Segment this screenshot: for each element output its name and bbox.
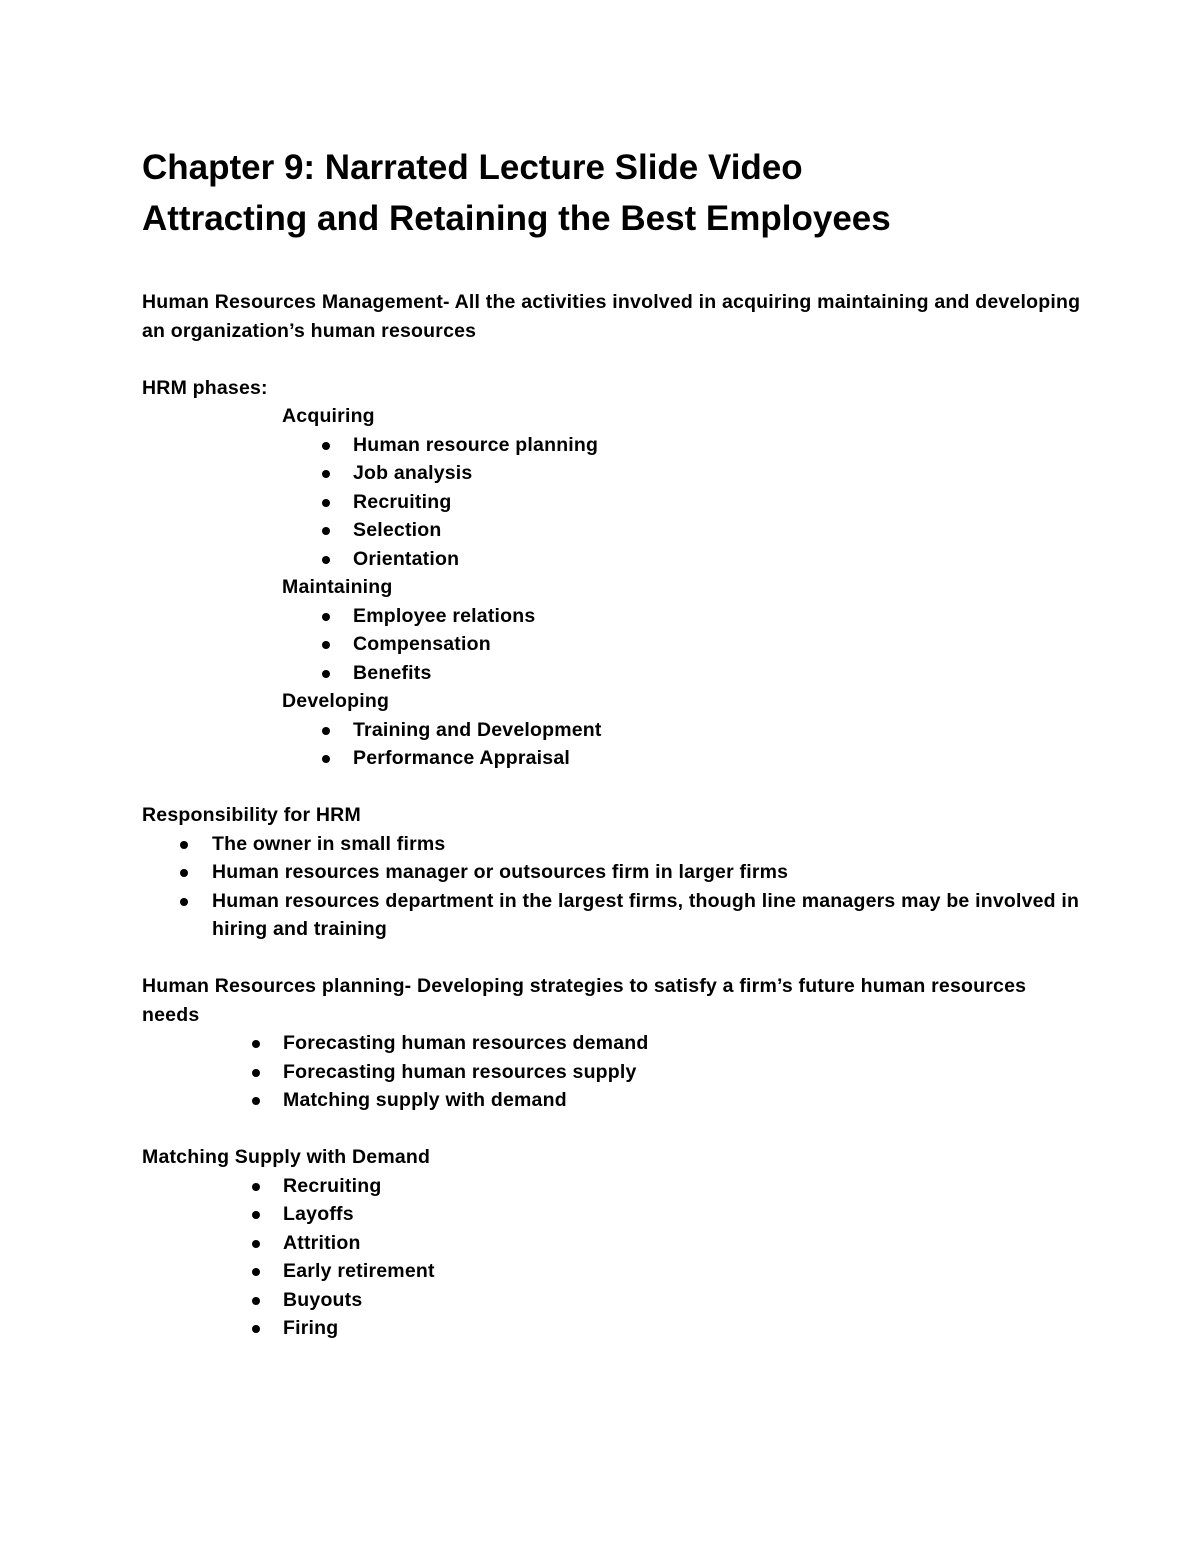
- phase-maintaining-heading: Maintaining: [282, 576, 393, 598]
- responsibility-heading: Responsibility for HRM: [142, 804, 361, 826]
- list-item: Recruiting: [142, 1172, 1082, 1201]
- planning-section: [142, 972, 1082, 1115]
- bullet-icon: [180, 869, 188, 877]
- bullet-icon: [252, 1325, 260, 1333]
- list-item: Performance Appraisal: [142, 744, 1082, 773]
- bullet-icon: [322, 442, 330, 450]
- list-item: Human resource planning: [142, 431, 1082, 460]
- list-item: Selection: [142, 516, 1082, 545]
- list-item: Orientation: [142, 545, 1082, 574]
- bullet-icon: [180, 898, 188, 906]
- responsibility-list: [142, 830, 1082, 944]
- bullet-icon: [252, 1211, 260, 1219]
- phase-acquiring-list: [142, 431, 1082, 574]
- bullet-icon: [252, 1268, 260, 1276]
- phase-developing-list: [142, 716, 1082, 773]
- bullet-icon: [252, 1097, 260, 1105]
- list-item: Human resources manager or outsources firm in larger firms: [142, 858, 1082, 887]
- phase-maintaining-list: [142, 602, 1082, 688]
- bullet-icon: [252, 1069, 260, 1077]
- hrm-phases-section: [142, 374, 1082, 773]
- phase-acquiring-heading: Acquiring: [282, 405, 375, 427]
- list-item: Benefits: [142, 659, 1082, 688]
- planning-definition: Human Resources planning- Developing strategies to satisfy a firm’s future human resources needs: [142, 975, 1027, 1026]
- list-item: Buyouts: [142, 1286, 1082, 1315]
- title-line-1: Chapter 9: Narrated Lecture Slide Video: [142, 148, 803, 187]
- list-item: Compensation: [142, 630, 1082, 659]
- bullet-icon: [322, 470, 330, 478]
- bullet-icon: [322, 727, 330, 735]
- bullet-icon: [180, 841, 188, 849]
- bullet-icon: [322, 499, 330, 507]
- list-item: Recruiting: [142, 488, 1082, 517]
- hrm-phases-heading: HRM phases:: [142, 376, 268, 399]
- matching-heading: Matching Supply with Demand: [142, 1146, 431, 1168]
- list-item: Employee relations: [142, 602, 1082, 631]
- list-item: Forecasting human resources supply: [142, 1058, 1082, 1087]
- bullet-icon: [252, 1297, 260, 1305]
- bullet-icon: [322, 527, 330, 535]
- matching-section: [142, 1143, 1082, 1343]
- hrm-definition: Human Resources Management- All the activities involved in acquiring maintaining and developing an organization’s human resources: [142, 291, 1081, 342]
- matching-list: [142, 1172, 1082, 1343]
- bullet-icon: [252, 1240, 260, 1248]
- list-item: Forecasting human resources demand: [142, 1029, 1082, 1058]
- list-item: Early retirement: [142, 1257, 1082, 1286]
- bullet-icon: [322, 755, 330, 763]
- list-item: The owner in small firms: [142, 830, 1082, 859]
- list-item: Training and Development: [142, 716, 1082, 745]
- list-item: Attrition: [142, 1229, 1082, 1258]
- planning-list: [142, 1029, 1082, 1115]
- bullet-icon: [322, 670, 330, 678]
- bullet-icon: [322, 556, 330, 564]
- responsibility-section: [142, 801, 1082, 944]
- document-title: [142, 142, 891, 244]
- list-item: Matching supply with demand: [142, 1086, 1082, 1115]
- bullet-icon: [322, 613, 330, 621]
- bullet-icon: [252, 1183, 260, 1191]
- list-item: Firing: [142, 1314, 1082, 1343]
- bullet-icon: [322, 641, 330, 649]
- list-item: Layoffs: [142, 1200, 1082, 1229]
- bullet-icon: [252, 1040, 260, 1048]
- document-body: [142, 288, 1082, 1343]
- list-item: Human resources department in the largest firms, though line managers may be involved in hiring and training: [142, 887, 1082, 944]
- phase-developing-heading: Developing: [282, 690, 390, 712]
- list-item: Job analysis: [142, 459, 1082, 488]
- title-line-2: Attracting and Retaining the Best Employees: [142, 199, 891, 238]
